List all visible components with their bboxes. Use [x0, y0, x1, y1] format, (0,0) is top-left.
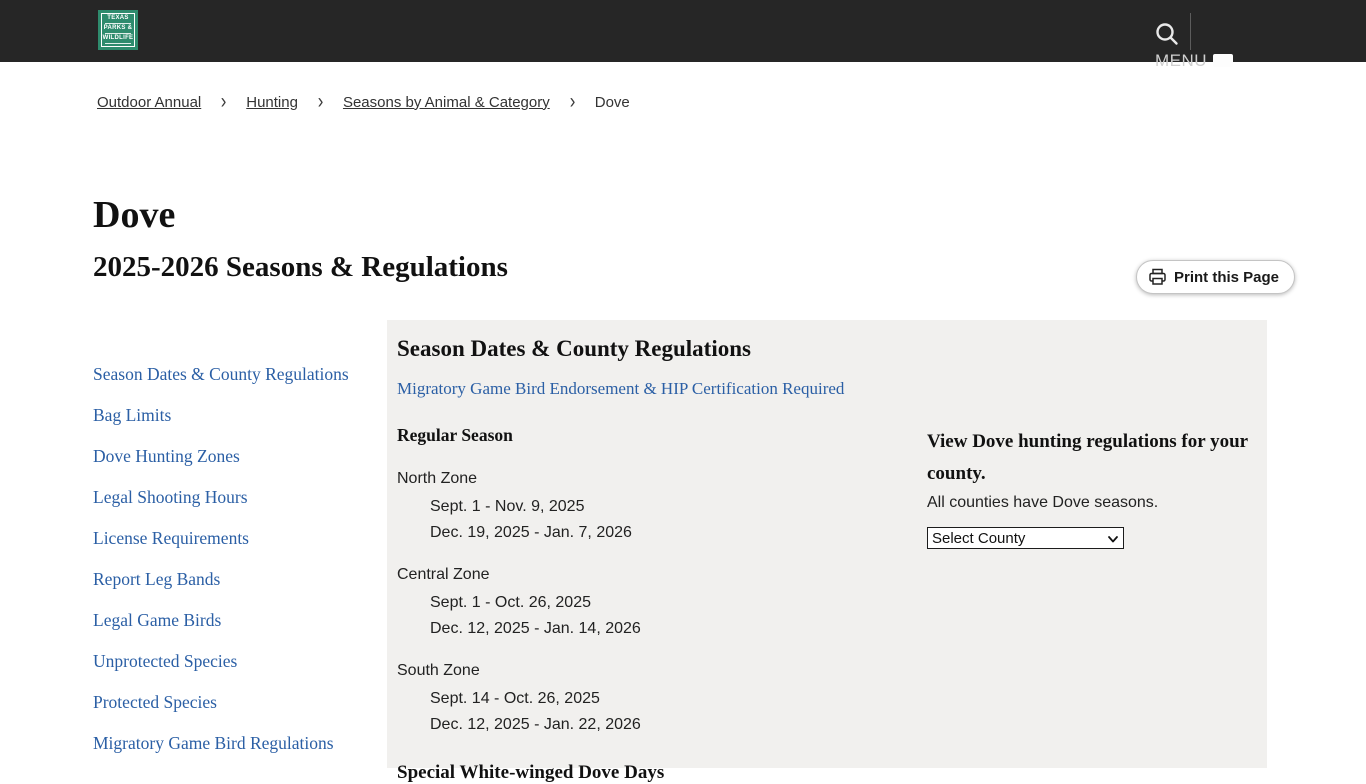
- sidebar-item-protected-species[interactable]: Protected Species: [93, 692, 217, 712]
- special-white-winged-dove-days-title: Special White-winged Dove Days: [397, 762, 665, 783]
- sidebar-item-report-leg-bands[interactable]: Report Leg Bands: [93, 569, 221, 589]
- zone-date: Sept. 1 - Oct. 26, 2025: [430, 594, 591, 611]
- chevron-right-separator: ›: [569, 90, 576, 113]
- county-note: All counties have Dove seasons.: [927, 494, 1159, 511]
- zone-date: Dec. 12, 2025 - Jan. 14, 2026: [430, 620, 641, 637]
- sidebar-item-unprotected-species[interactable]: Unprotected Species: [93, 651, 238, 671]
- season-dates-panel: [387, 320, 1267, 783]
- zone-date: Dec. 19, 2025 - Jan. 7, 2026: [430, 524, 632, 541]
- sidebar-item-season-dates[interactable]: Season Dates & County Regulations: [93, 364, 349, 384]
- header-divider: [1190, 13, 1191, 50]
- sidebar-item-legal-shooting-hours[interactable]: Legal Shooting Hours: [93, 487, 248, 507]
- breadcrumb-outdoor-annual[interactable]: Outdoor Annual: [97, 93, 202, 111]
- menu-label: MENU: [1155, 51, 1208, 70]
- menu-button[interactable]: [1155, 51, 1207, 71]
- zone-name: North Zone: [397, 470, 478, 487]
- logo-divider: [105, 23, 131, 24]
- logo-text-line: TEXAS: [107, 15, 129, 21]
- tpwd-logo[interactable]: [98, 10, 138, 50]
- sidebar-item-bag-limits[interactable]: Bag Limits: [93, 405, 172, 425]
- hamburger-menu-icon: [1213, 54, 1233, 67]
- breadcrumb-hunting[interactable]: Hunting: [246, 93, 298, 111]
- sidebar-item-license-requirements[interactable]: License Requirements: [93, 528, 249, 548]
- tpwd-logo-frame: [101, 13, 135, 47]
- chevron-right-separator: ›: [220, 90, 227, 113]
- zone-name: Central Zone: [397, 566, 490, 583]
- print-page-label: Print this Page: [1174, 268, 1280, 286]
- section-title: Season Dates & County Regulations: [397, 336, 751, 361]
- print-page-button[interactable]: [1136, 260, 1295, 294]
- section-nav-sidebar: [93, 363, 381, 773]
- sidebar-item-dove-hunting-zones[interactable]: Dove Hunting Zones: [93, 446, 240, 466]
- logo-divider: [105, 43, 131, 44]
- logo-text-line: PARKS &: [103, 25, 133, 31]
- endorsement-hip-link[interactable]: Migratory Game Bird Endorsement & HIP Certification Required: [397, 379, 845, 398]
- zone-south: [397, 660, 1257, 738]
- zone-central: [397, 564, 1257, 642]
- logo-text-line: WILDLIFE: [102, 35, 134, 41]
- logo-divider: [105, 33, 131, 34]
- regular-season-title: Regular Season: [397, 425, 513, 445]
- county-regulations-column: [927, 426, 1257, 549]
- sidebar-item-legal-game-birds[interactable]: Legal Game Birds: [93, 610, 222, 630]
- zone-date: Sept. 14 - Oct. 26, 2025: [430, 690, 600, 707]
- sidebar-item-migratory-game-bird-regulations[interactable]: Migratory Game Bird Regulations: [93, 733, 334, 753]
- breadcrumb-current-dove: Dove: [594, 93, 630, 111]
- breadcrumb-seasons-by-animal[interactable]: Seasons by Animal & Category: [342, 93, 550, 111]
- chevron-right-separator: ›: [317, 90, 324, 113]
- page-title: Dove: [93, 194, 176, 236]
- zone-name: South Zone: [397, 662, 480, 679]
- zone-date: Sept. 1 - Nov. 9, 2025: [430, 498, 585, 515]
- search-icon[interactable]: [1152, 19, 1182, 49]
- county-heading: View Dove hunting regulations for your county.: [927, 431, 1248, 484]
- select-county-dropdown[interactable]: [927, 527, 1124, 549]
- breadcrumb: [97, 90, 630, 114]
- page-subtitle: 2025-2026 Seasons & Regulations: [93, 251, 508, 283]
- printer-icon: [1148, 268, 1167, 286]
- zone-date: Dec. 12, 2025 - Jan. 22, 2026: [430, 716, 641, 733]
